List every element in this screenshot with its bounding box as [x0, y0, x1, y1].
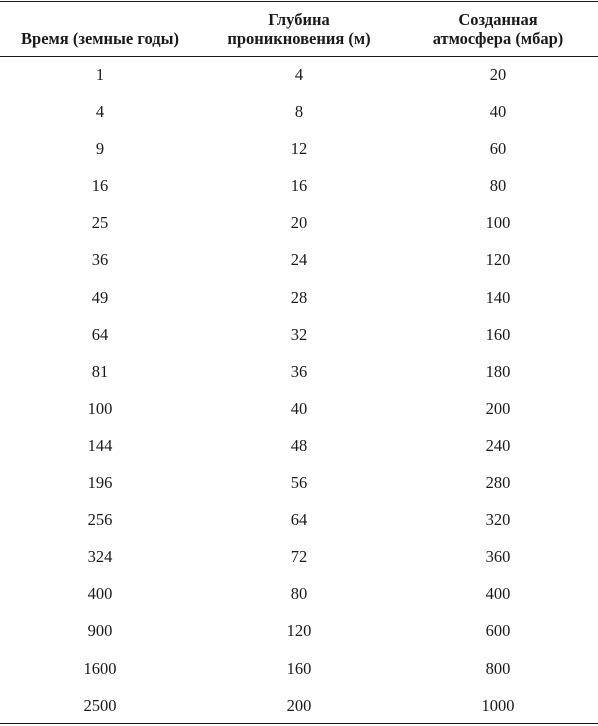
cell-atmosphere: 160: [485, 324, 511, 344]
cell-atmosphere: 100: [485, 213, 511, 233]
table-row: [0, 501, 598, 538]
cell-time: 100: [87, 398, 113, 418]
cell-depth: 48: [290, 435, 308, 455]
table-row: [0, 130, 598, 167]
cell-atmosphere: 180: [485, 361, 511, 381]
cell-time: 1: [95, 65, 105, 84]
table-body: [0, 56, 598, 724]
cell-depth: 20: [290, 213, 308, 233]
table-row: [0, 204, 598, 241]
table-row: [0, 612, 598, 649]
table-row: [0, 538, 598, 575]
cell-depth: 12: [290, 139, 308, 159]
cell-depth: 56: [290, 473, 308, 493]
cell-time: 196: [87, 473, 113, 493]
bottom-rule: [0, 723, 598, 724]
cell-depth: 32: [290, 324, 308, 344]
table-row: [0, 279, 598, 316]
cell-time: 81: [91, 361, 109, 381]
cell-depth: 4: [294, 65, 304, 84]
table-header: [0, 2, 598, 56]
cell-time: 4: [95, 102, 105, 122]
cell-time: 9: [95, 139, 105, 159]
cell-time: 25: [91, 213, 109, 233]
cell-atmosphere: 40: [489, 102, 507, 122]
cell-atmosphere: 20: [489, 65, 507, 84]
table-row: [0, 650, 598, 687]
cell-depth: 80: [290, 584, 308, 604]
cell-atmosphere: 1000: [481, 695, 515, 715]
table-row: [0, 167, 598, 204]
header-depth: Глубина проникновения (м): [227, 10, 371, 48]
cell-atmosphere: 240: [485, 435, 511, 455]
cell-depth: 120: [286, 621, 312, 641]
cell-time: 144: [87, 435, 113, 455]
cell-time: 49: [91, 287, 109, 307]
cell-depth: 36: [290, 361, 308, 381]
cell-time: 36: [91, 250, 109, 270]
table-row: [0, 93, 598, 130]
cell-depth: 200: [286, 695, 312, 715]
table-row: [0, 464, 598, 501]
cell-atmosphere: 120: [485, 250, 511, 270]
table-row: [0, 427, 598, 464]
cell-depth: 64: [290, 510, 308, 530]
cell-atmosphere: 200: [485, 398, 511, 418]
cell-depth: 28: [290, 287, 308, 307]
table-row: [0, 390, 598, 427]
cell-depth: 160: [286, 658, 312, 678]
cell-atmosphere: 320: [485, 510, 511, 530]
cell-depth: 24: [290, 250, 308, 270]
cell-atmosphere: 360: [485, 547, 511, 567]
table-row: [0, 575, 598, 612]
table-row: [0, 56, 598, 93]
cell-atmosphere: 600: [485, 621, 511, 641]
cell-depth: 16: [290, 176, 308, 196]
table-row: [0, 316, 598, 353]
cell-time: 2500: [83, 695, 117, 715]
table-row: [0, 353, 598, 390]
cell-atmosphere: 140: [485, 287, 511, 307]
cell-time: 900: [87, 621, 113, 641]
cell-depth: 72: [290, 547, 308, 567]
cell-atmosphere: 80: [489, 176, 507, 196]
cell-atmosphere: 800: [485, 658, 511, 678]
cell-depth: 40: [290, 398, 308, 418]
cell-atmosphere: 280: [485, 473, 511, 493]
cell-time: 16: [91, 176, 109, 196]
header-atmosphere: Созданная атмосфера (мбар): [432, 10, 564, 48]
header-time: Время (земные годы): [21, 29, 179, 48]
cell-time: 64: [91, 324, 109, 344]
cell-time: 324: [87, 547, 113, 567]
table-row: [0, 687, 598, 724]
cell-time: 400: [87, 584, 113, 604]
cell-atmosphere: 60: [489, 139, 507, 159]
cell-atmosphere: 400: [485, 584, 511, 604]
cell-time: 256: [87, 510, 113, 530]
cell-time: 1600: [83, 658, 117, 678]
table-row: [0, 241, 598, 278]
cell-depth: 8: [294, 102, 304, 122]
